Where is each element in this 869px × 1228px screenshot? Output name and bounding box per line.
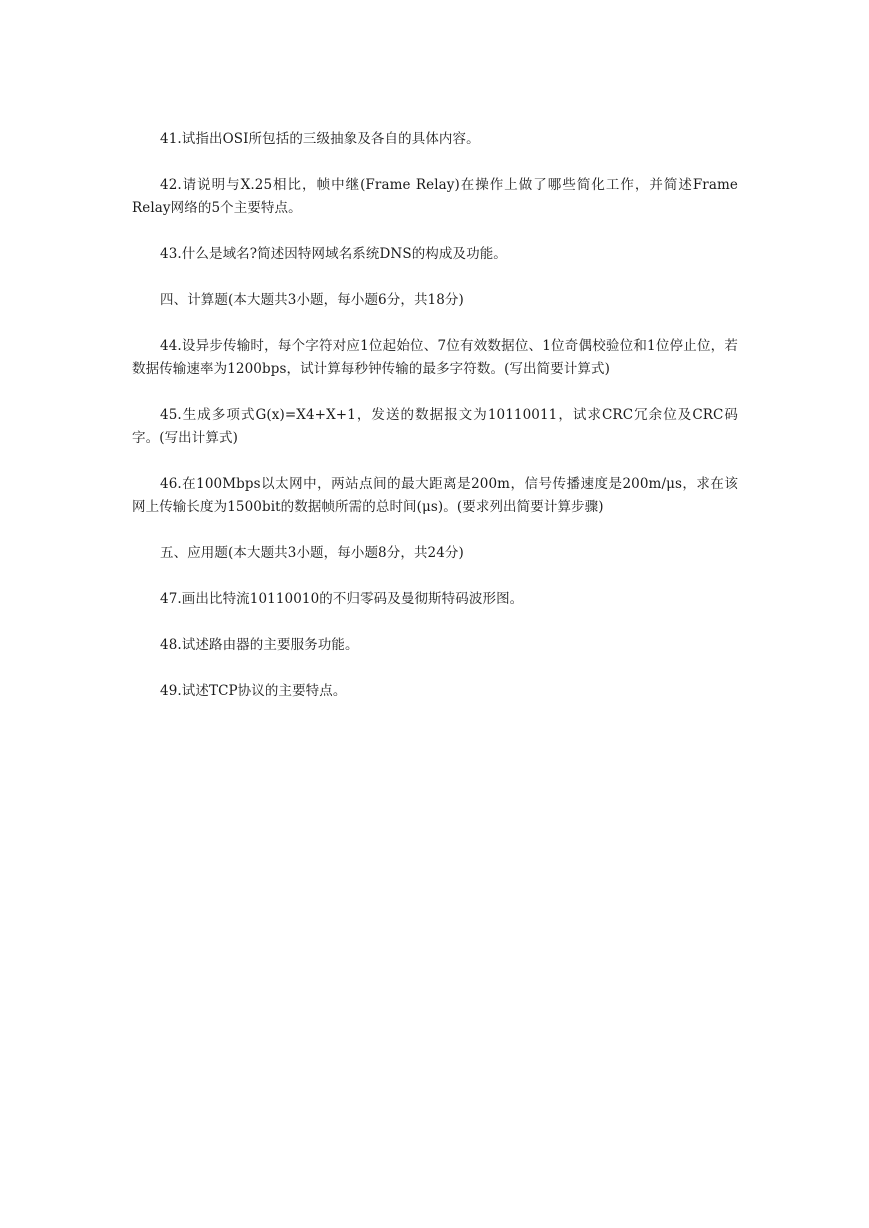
- question-44: 44.设异步传输时，每个字符对应1位起始位、7位有效数据位、1位奇偶校验位和1位停止位，若数据传输速率为1200bps，试计算每秒钟传输的最多字符数。(写出简要计算式): [132, 338, 738, 377]
- section-heading-application: 五、应用题(本大题共3小题，每小题8分，共24分): [160, 545, 464, 561]
- question-46: 46.在100Mbps以太网中，两站点间的最大距离是200m，信号传播速度是200m/μs，求在该网上传输长度为1500bit的数据帧所需的总时间(μs)。(要求列出简要计算步骤): [132, 476, 738, 515]
- question-43: 43.什么是域名?简述因特网域名系统DNS的构成及功能。: [160, 246, 507, 262]
- document-body: [132, 128, 738, 703]
- question-41: 41.试指出OSI所包括的三级抽象及各自的具体内容。: [160, 131, 480, 147]
- question-47: 47.画出比特流10110010的不归零码及曼彻斯特码波形图。: [160, 591, 524, 607]
- section-heading-calculation: 四、计算题(本大题共3小题，每小题6分，共18分): [160, 292, 464, 308]
- question-42: 42.请说明与X.25相比，帧中继(Frame Relay)在操作上做了哪些简化工作，并简述Frame Relay网络的5个主要特点。: [132, 177, 738, 216]
- question-48: 48.试述路由器的主要服务功能。: [160, 637, 359, 653]
- question-45: 45.生成多项式G(x)=X4+X+1，发送的数据报文为10110011，试求CRC冗余位及CRC码字。(写出计算式): [132, 407, 738, 446]
- question-49: 49.试述TCP协议的主要特点。: [160, 683, 347, 699]
